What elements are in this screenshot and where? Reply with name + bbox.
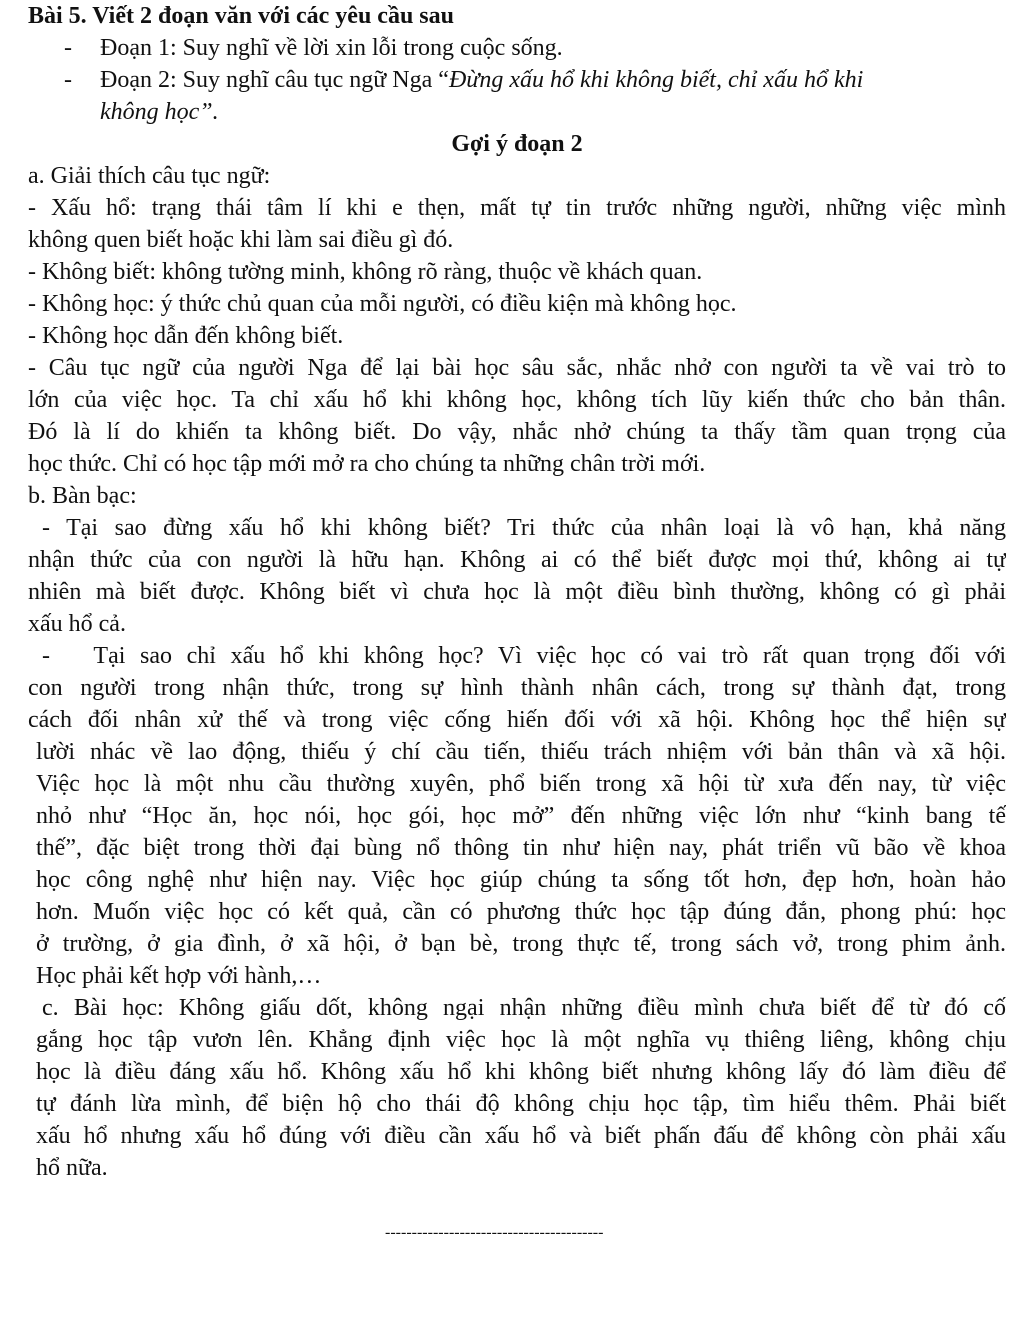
- section-c-line: gắng học tập vươn lên. Khẳng định việc học là một nghĩa vụ thiêng liêng, không chịu: [36, 1027, 1006, 1053]
- section-c-line: học là điều đáng xấu hổ. Không xấu hổ khi không biết nhưng không lấy đó làm điều để: [36, 1059, 1006, 1085]
- section-b-para2-line: con người trong nhận thức, trong sự hình thành nhân cách, trong sự thành đạt, trong: [28, 675, 1006, 701]
- task-item-2: [64, 64, 1006, 96]
- task-list: [28, 32, 1006, 128]
- section-a-line: Đó là lí do khiến ta không biết. Do vậy, nhắc nhở chúng ta thấy tầm quan trọng của: [28, 419, 1006, 445]
- section-b-para1-line: nhận thức của con người là hữu hạn. Không ai có thể biết được mọi thứ, không ai tự: [28, 547, 1006, 573]
- section-b-para2-line: Việc học là một nhu cầu thường xuyên, phổ biến trong xã hội từ xưa đến nay, từ việc: [36, 771, 1006, 797]
- task-item-1: [64, 32, 1006, 64]
- section-c-line: c. Bài học: Không giấu dốt, không ngại nhận những điều mình chưa biết để từ đó cố: [42, 995, 1006, 1021]
- section-a-line: lớn của việc học. Ta chỉ xấu hổ khi không học, không tích lũy kiến thức cho bản thân.: [28, 387, 1006, 413]
- document-page: [28, 0, 1006, 1184]
- section-a-line: - Câu tục ngữ của người Nga để lại bài học sâu sắc, nhắc nhở con người ta về vai trò to: [28, 355, 1006, 381]
- section-a-line: - Không học: ý thức chủ quan của mỗi người, có điều kiện mà không học.: [28, 291, 737, 317]
- exercise-title: Bài 5. Viết 2 đoạn văn với các yêu cầu sau: [28, 3, 454, 29]
- section-a-heading: a. Giải thích câu tục ngữ:: [28, 163, 271, 189]
- dash-marker: -: [64, 67, 72, 93]
- section-a-line: - Xấu hổ: trạng thái tâm lí khi e thẹn, mất tự tin trước những người, những việc mình: [28, 195, 1006, 221]
- dash-marker: -: [64, 35, 72, 61]
- section-b-para2-line: hơn. Muốn việc học có kết quả, cần có phương thức học tập đúng đắn, phong phú: học: [36, 899, 1006, 925]
- task-2-continuation: [64, 96, 1006, 128]
- task-2-quote-end: không học”.: [100, 99, 219, 125]
- section-b-para2-line: cách đối nhân xử thế và trong việc cống hiến đối với xã hội. Không học thể hiện sự: [28, 707, 1006, 733]
- footer-separator: -----------------------------------------: [385, 1224, 604, 1241]
- section-c-line: xấu hổ nhưng xấu hổ đúng với điều cần xấu hổ và biết phấn đấu để không còn phải xấu: [36, 1123, 1006, 1149]
- section-b-para2-line: thế”, đặc biệt trong thời đại bùng nổ thông tin như hiện nay, phát triển vũ bão về khoa: [36, 835, 1006, 861]
- section-b-para1-line: xấu hổ cả.: [28, 611, 126, 637]
- hint-title: Gợi ý đoạn 2: [451, 131, 583, 157]
- section-b-para2-line: học công nghệ như hiện nay. Việc học giúp chúng ta sống tốt hơn, đẹp hơn, hoàn hảo: [36, 867, 1006, 893]
- section-a-line: học thức. Chỉ có học tập mới mở ra cho chúng ta những chân trời mới.: [28, 451, 706, 477]
- section-c-line: tự đánh lừa mình, để biện hộ cho thái độ không chịu học tập, tìm hiểu thêm. Phải biết: [36, 1091, 1006, 1117]
- section-b-para2-line: nhỏ như “Học ăn, học nói, học gói, học mở” đến những việc lớn như “kinh bang tế: [36, 803, 1006, 829]
- task-2-text: [100, 64, 1006, 96]
- section-b-para2-line: lười nhác về lao động, thiếu ý chí cầu tiến, thiếu trách nhiệm với bản thân và xã hội.: [36, 739, 1006, 765]
- section-b-para2-line: - Tại sao chỉ xấu hổ khi không học? Vì việc học có vai trò rất quan trọng đối với: [42, 643, 1006, 669]
- section-a-line: - Không học dẫn đến không biết.: [28, 323, 344, 349]
- task-1-text: Đoạn 1: Suy nghĩ về lời xin lỗi trong cuộc sống.: [100, 35, 563, 61]
- task-2-quote: Đừng xấu hổ khi không biết, chỉ xấu hổ khi: [448, 67, 864, 93]
- section-a-line: không quen biết hoặc khi làm sai điều gì đó.: [28, 227, 454, 253]
- section-c-line: hổ nữa.: [36, 1155, 108, 1181]
- section-a-line: - Không biết: không tường minh, không rõ ràng, thuộc về khách quan.: [28, 259, 703, 285]
- section-b-para1-line: - Tại sao đừng xấu hổ khi không biết? Tri thức của nhân loại là vô hạn, khả năng: [42, 515, 1006, 541]
- section-b-heading: b. Bàn bạc:: [28, 483, 137, 509]
- section-b-para1-line: nhiên mà biết được. Không biết vì chưa học là một điều bình thường, không có gì phải: [28, 579, 1006, 605]
- section-b-para2-line: ở trường, ở gia đình, ở xã hội, ở bạn bè, trong thực tế, trong sách vở, trong phim ảnh.: [36, 931, 1006, 957]
- section-b-para2-line: Học phải kết hợp với hành,…: [36, 963, 322, 989]
- task-2-prefix: Đoạn 2: Suy nghĩ câu tục ngữ Nga “: [100, 67, 449, 93]
